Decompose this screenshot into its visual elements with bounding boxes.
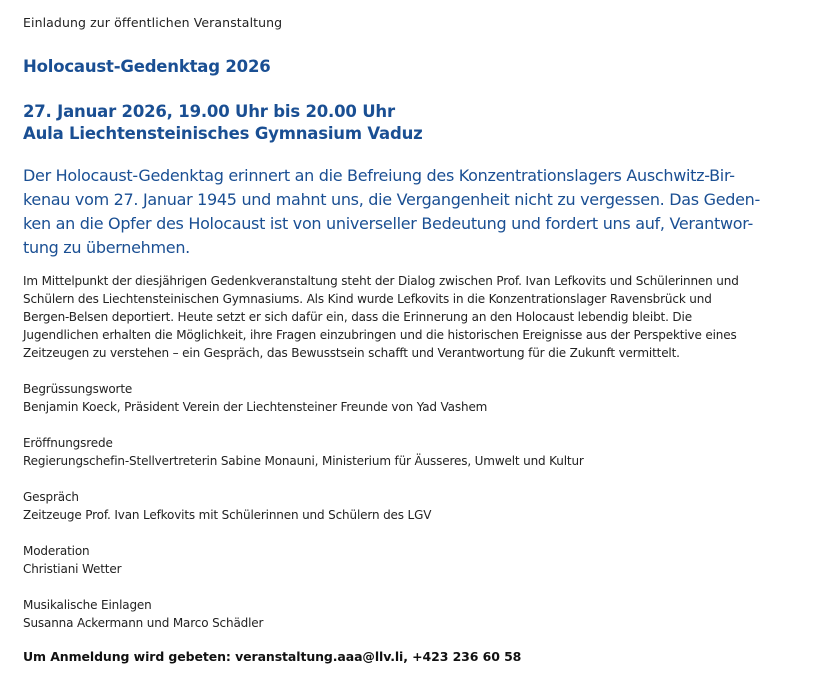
program-label: Begrüssungsworte	[23, 382, 133, 396]
event-location: Aula Liechtensteinisches Gymnasium Vaduz	[23, 124, 423, 143]
registration-note	[23, 649, 521, 664]
program-item-conversation	[23, 488, 431, 524]
body-line: Bergen-Belsen deportiert. Heute setzt er sich dafür ein, dass die Erinnerung an den Holocaust lebendig bleibt. Die	[23, 310, 692, 324]
program-label: Musikalische Einlagen	[23, 598, 152, 612]
program-value: Susanna Ackermann und Marco Schädler	[23, 616, 264, 630]
registration-separator: ,	[403, 649, 413, 664]
program-value: Benjamin Koeck, Präsident Verein der Liechtensteiner Freunde von Yad Vashem	[23, 400, 488, 414]
event-when	[23, 101, 423, 145]
registration-phone-link[interactable]: +423 236 60 58	[412, 649, 522, 664]
program-label: Eröffnungsrede	[23, 436, 113, 450]
program-value: Zeitzeuge Prof. Ivan Lefkovits mit Schülerinnen und Schülern des LGV	[23, 508, 432, 522]
lead-line: kenau vom 27. Januar 1945 und mahnt uns, die Vergangenheit nicht zu vergessen. Das Geden-	[23, 190, 760, 209]
program-item-greeting	[23, 380, 487, 416]
program-label: Moderation	[23, 544, 90, 558]
lead-line: ken an die Opfer des Holocaust ist von universeller Bedeutung und fordert uns auf, Verantwor-	[23, 214, 753, 233]
lead-line: tung zu übernehmen.	[23, 238, 190, 257]
registration-email-link[interactable]: veranstaltung.aaa@llv.li	[235, 649, 404, 664]
body-line: Im Mittelpunkt der diesjährigen Gedenkveranstaltung steht der Dialog zwischen Prof. Ivan Lefkovits und Schülerinnen und	[23, 274, 739, 288]
event-title: Holocaust-Gedenktag 2026	[23, 57, 271, 76]
program-item-opening-speech	[23, 434, 584, 470]
lead-line: Der Holocaust-Gedenktag erinnert an die Befreiung des Konzentrationslagers Auschwitz-Bir-	[23, 166, 735, 185]
program-item-moderation	[23, 542, 121, 578]
program-label: Gespräch	[23, 490, 79, 504]
body-paragraph	[23, 272, 763, 362]
event-datetime: 27. Januar 2026, 19.00 Uhr bis 20.00 Uhr	[23, 102, 395, 121]
program-value: Christiani Wetter	[23, 562, 122, 576]
registration-prefix: Um Anmeldung wird gebeten:	[23, 649, 236, 664]
program-value: Regierungschefin-Stellvertreterin Sabine Monauni, Ministerium für Äusseres, Umwelt und Kultur	[23, 454, 584, 468]
body-line: Jugendlichen erhalten die Möglichkeit, ihre Fragen einzubringen und die historischen Ereignisse aus der Perspektive eines	[23, 328, 737, 342]
intro-line: Einladung zur öffentlichen Veranstaltung	[23, 15, 283, 30]
body-line: Schülern des Liechtensteinischen Gymnasiums. Als Kind wurde Lefkovits in die Konzentrationslager Ravensbrück und	[23, 292, 712, 306]
body-line: Zeitzeugen zu verstehen – ein Gespräch, das Bewusstsein schafft und Verantwortung für die Zukunft vermittelt.	[23, 346, 680, 360]
lead-paragraph	[23, 164, 763, 260]
program-item-music	[23, 596, 263, 632]
